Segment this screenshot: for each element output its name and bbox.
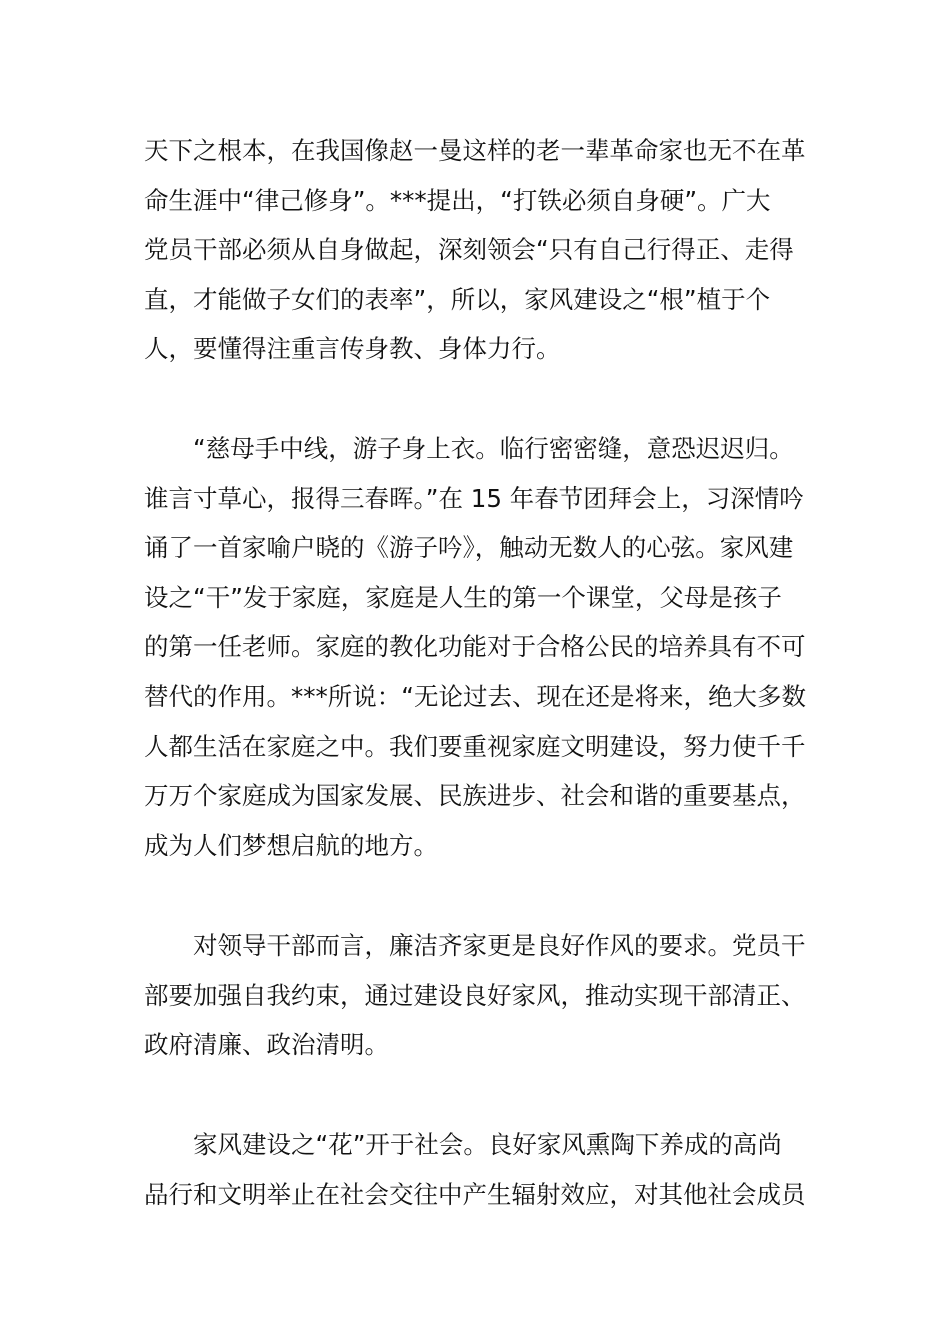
text-line: 部要加强自我约束，通过建设良好家风，推动实现干部清正、	[144, 980, 806, 1010]
text-line: 替代的作用。***所说：“无论过去、现在还是将来，绝大多数	[144, 681, 806, 711]
paragraph-4	[144, 1120, 808, 1219]
text-line: 家风建设之“花”开于社会。良好家风熏陶下养成的高尚	[144, 1130, 782, 1159]
text-line: 人都生活在家庭之中。我们要重视家庭文明建设，努力使千千	[144, 731, 806, 761]
text-line: 万万个家庭成为国家发展、民族进步、社会和谐的重要基点，	[144, 781, 806, 811]
paragraph-3	[144, 921, 808, 1070]
text-line: 命生涯中“律己修身”。***提出，“打铁必须自身硬”。广大	[144, 185, 771, 215]
text-line: 的第一任老师。家庭的教化功能对于合格公民的培养具有不可	[144, 632, 806, 662]
text-line: 天下之根本，在我国像赵一曼这样的老一辈革命家也无不在革	[144, 136, 806, 165]
text-line: 谁言寸草心，报得三春晖。”在 15 年春节团拜会上，习深情吟	[144, 483, 804, 513]
text-line: 党员干部必须从自身做起，深刻领会“只有自己行得正、走得	[144, 235, 794, 265]
text-line: 诵了一首家喻户晓的《游子吟》，触动无数人的心弦。家风建	[144, 533, 794, 563]
text-line: “慈母手中线，游子身上衣。临行密密缝，意恐迟迟归。	[144, 434, 794, 463]
paragraph-1	[144, 126, 808, 374]
text-line: 直，才能做子女们的表率”，所以，家风建设之“根”植于个	[144, 284, 771, 314]
text-line: 人，要懂得注重言传身教、身体力行。	[144, 334, 561, 364]
text-line: 成为人们梦想启航的地方。	[144, 830, 438, 860]
paragraph-2	[144, 424, 808, 870]
text-line: 对领导干部而言，廉洁齐家更是良好作风的要求。党员干	[144, 931, 806, 960]
text-line: 设之“干”发于家庭，家庭是人生的第一个课堂，父母是孩子	[144, 582, 782, 612]
text-line: 品行和文明举止在社会交往中产生辐射效应，对其他社会成员	[144, 1179, 806, 1209]
text-line: 政府清廉、政治清明。	[144, 1030, 389, 1060]
